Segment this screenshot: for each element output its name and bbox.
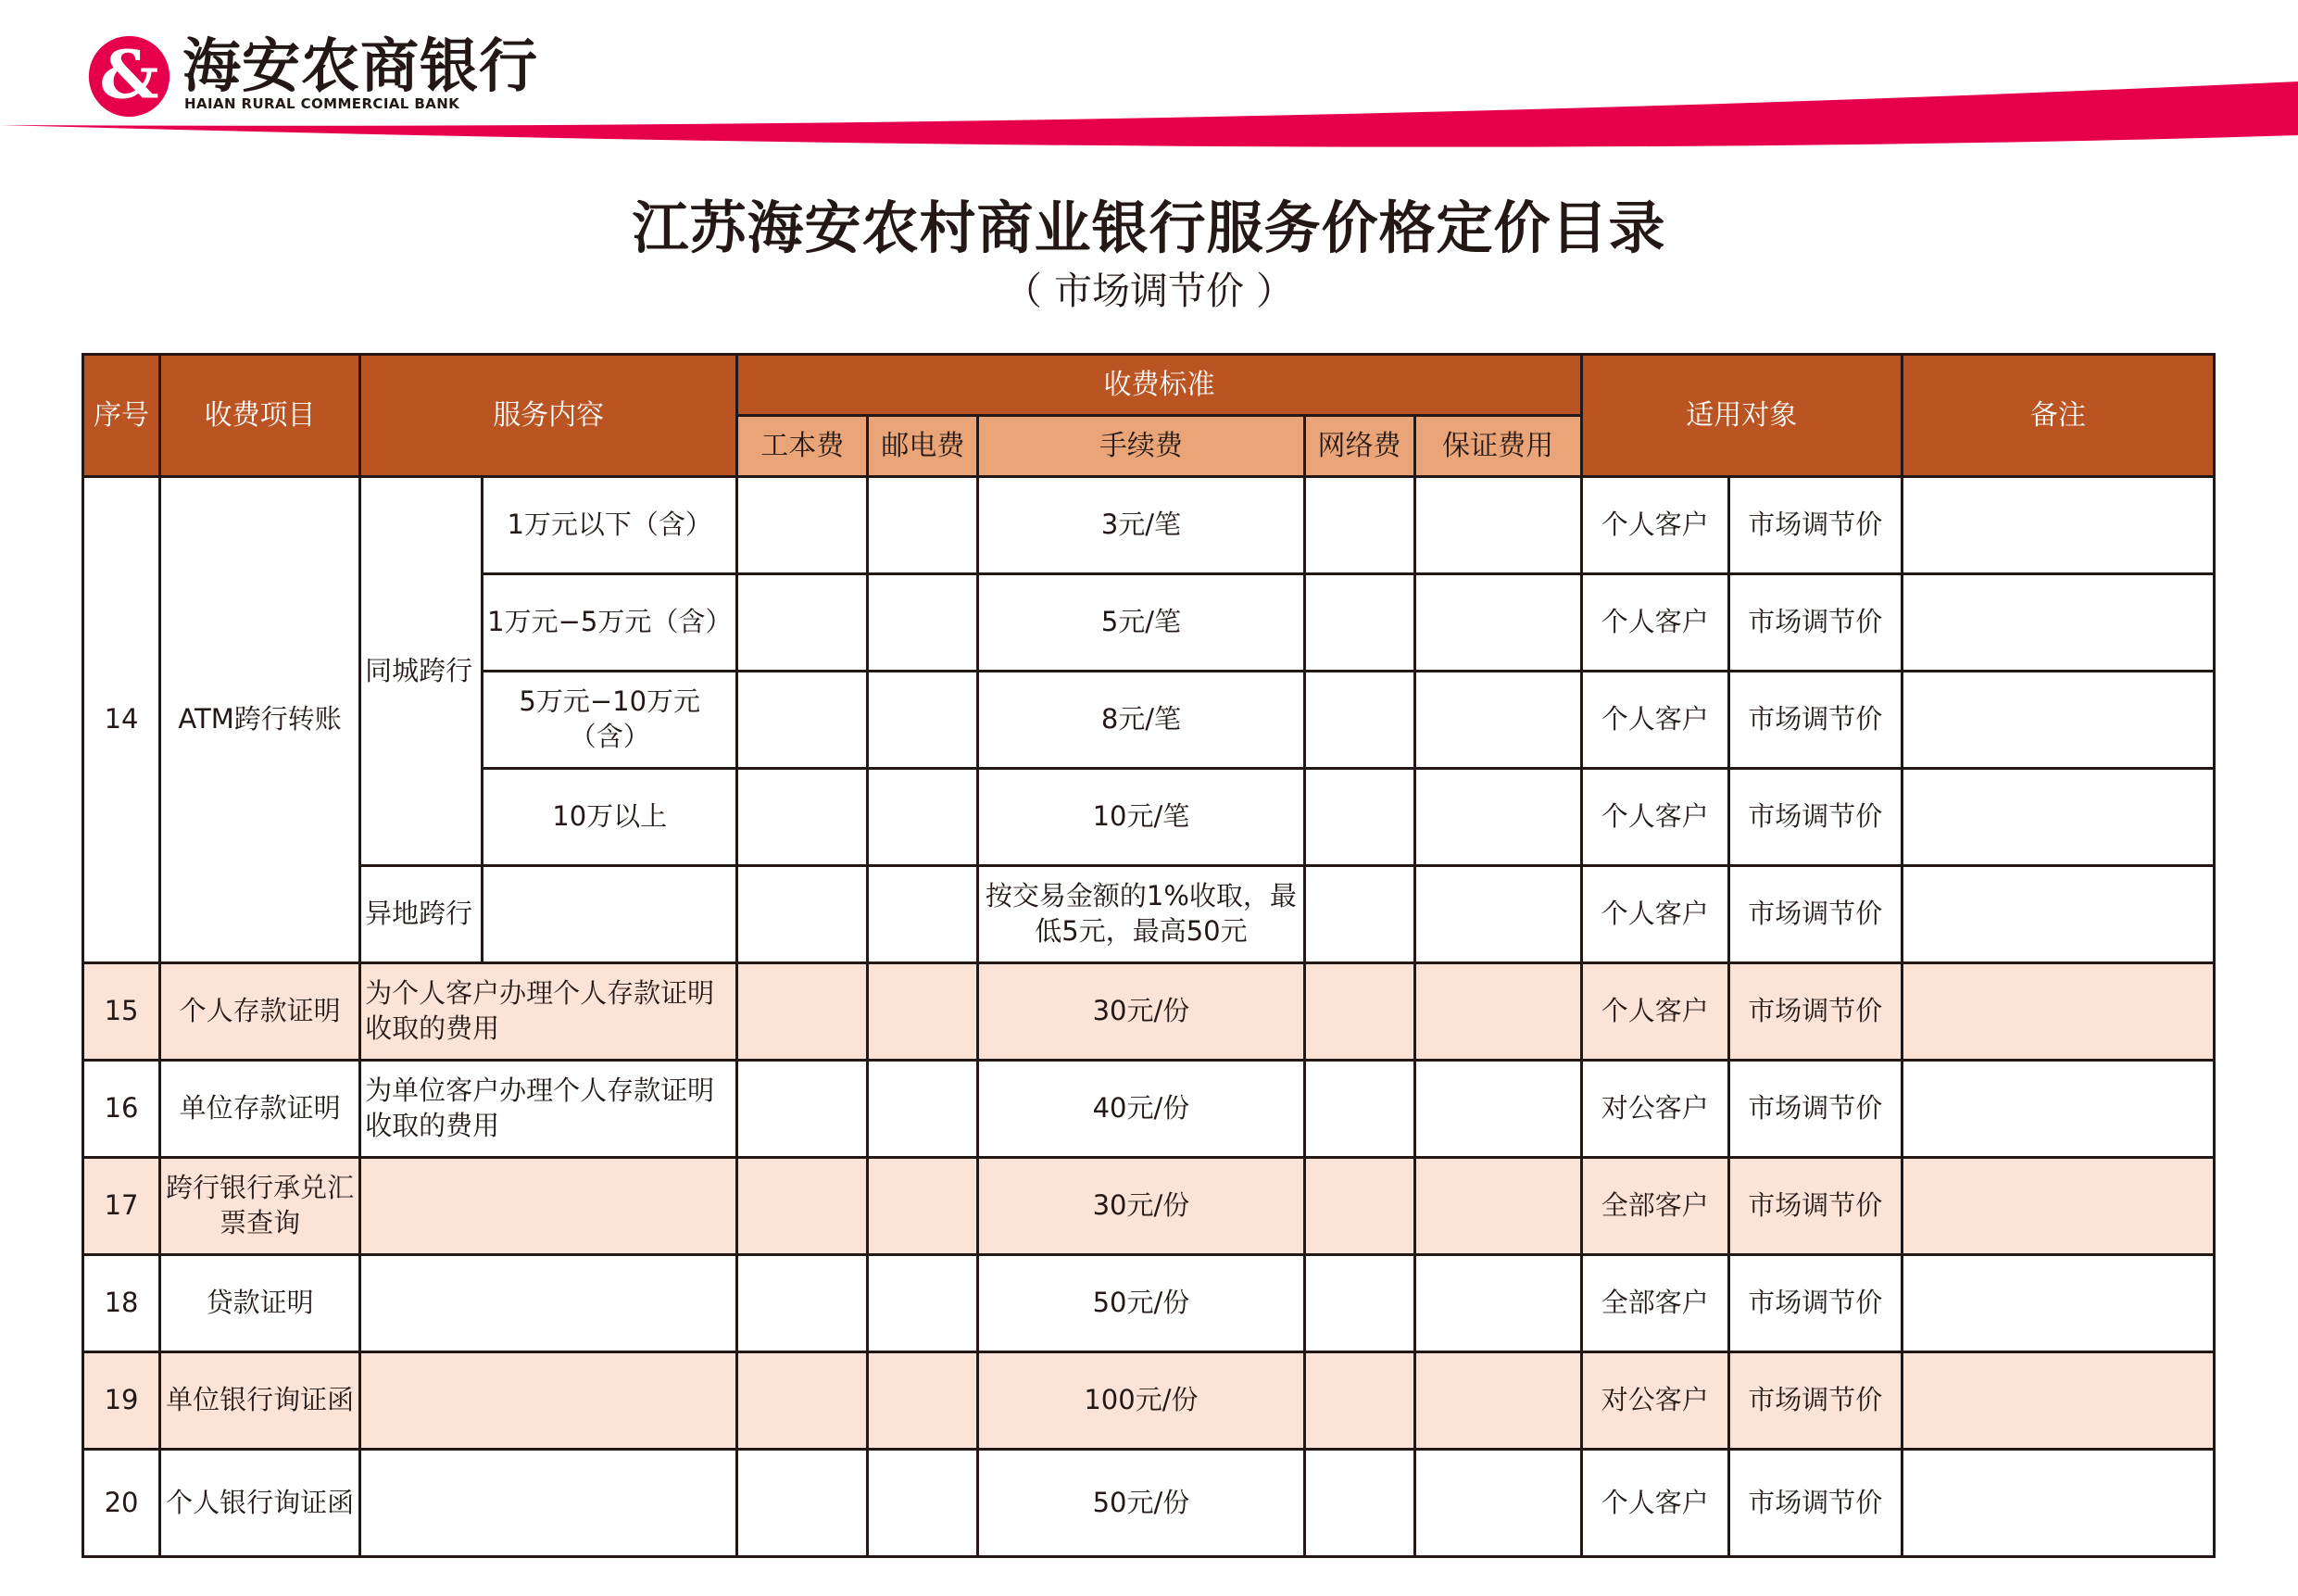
- header-handling: 手续费: [978, 416, 1304, 477]
- row-seq: 18: [83, 1255, 160, 1352]
- row-seq: 19: [83, 1352, 160, 1450]
- cell-postage: [868, 963, 978, 1061]
- table-header-row: [83, 355, 2215, 416]
- row-content: 为个人客户办理个人存款证明收取的费用: [360, 963, 737, 1061]
- cell-remark: [1902, 1450, 2214, 1557]
- cell-remark: [1902, 1352, 2214, 1450]
- cell-postage: [868, 1255, 978, 1352]
- row-subcategory: 同城跨行: [360, 477, 483, 866]
- cell-cost: [737, 1061, 868, 1158]
- cell-guarantee: [1414, 1450, 1581, 1557]
- cell-guarantee: [1414, 1352, 1581, 1450]
- cell-price-type: 市场调节价: [1728, 672, 1902, 769]
- row-seq: 15: [83, 963, 160, 1061]
- cell-handling: 5元/笔: [978, 574, 1304, 672]
- cell-cost: [737, 769, 868, 866]
- cell-handling: 50元/份: [978, 1255, 1304, 1352]
- cell-cost: [737, 1158, 868, 1255]
- cell-guarantee: [1414, 574, 1581, 672]
- cell-cost: [737, 963, 868, 1061]
- header-guarantee: 保证费用: [1414, 416, 1581, 477]
- cell-guarantee: [1414, 769, 1581, 866]
- cell-handling: 10元/笔: [978, 769, 1304, 866]
- bank-name-en: HAIAN RURAL COMMERCIAL BANK: [184, 95, 460, 112]
- row-content: [360, 1352, 737, 1450]
- cell-target: 个人客户: [1581, 477, 1728, 574]
- cell-network: [1304, 672, 1414, 769]
- row-amount-range: 10万以上: [483, 769, 737, 866]
- header-applicable: 适用对象: [1581, 355, 1902, 477]
- table-row: [83, 1158, 2215, 1255]
- cell-handling: 30元/份: [978, 963, 1304, 1061]
- cell-price-type: 市场调节价: [1728, 574, 1902, 672]
- cell-target: 个人客户: [1581, 963, 1728, 1061]
- price-table: [82, 353, 2216, 1558]
- cell-price-type: 市场调节价: [1728, 477, 1902, 574]
- cell-cost: [737, 1450, 868, 1557]
- row-content: 为单位客户办理个人存款证明收取的费用: [360, 1061, 737, 1158]
- cell-network: [1304, 1255, 1414, 1352]
- cell-target: 全部客户: [1581, 1158, 1728, 1255]
- cell-handling: 8元/笔: [978, 672, 1304, 769]
- cell-remark: [1902, 1158, 2214, 1255]
- row-content: [360, 1158, 737, 1255]
- cell-postage: [868, 574, 978, 672]
- cell-remark: [1902, 477, 2214, 574]
- row-item: ATM跨行转账: [160, 477, 360, 963]
- header-network: 网络费: [1304, 416, 1414, 477]
- cell-postage: [868, 866, 978, 963]
- row-seq: 17: [83, 1158, 160, 1255]
- row-content: [360, 1255, 737, 1352]
- cell-network: [1304, 477, 1414, 574]
- cell-handling: 50元/份: [978, 1450, 1304, 1557]
- cell-price-type: 市场调节价: [1728, 1158, 1902, 1255]
- row-item: 跨行银行承兑汇票查询: [160, 1158, 360, 1255]
- row-amount-range: 1万元以下（含）: [483, 477, 737, 574]
- table-row: [83, 866, 2215, 963]
- table-row: [83, 1352, 2215, 1450]
- cell-cost: [737, 1352, 868, 1450]
- cell-handling: 按交易金额的1%收取，最低5元，最高50元: [978, 866, 1304, 963]
- cell-postage: [868, 769, 978, 866]
- cell-network: [1304, 769, 1414, 866]
- cell-remark: [1902, 1255, 2214, 1352]
- cell-remark: [1902, 866, 2214, 963]
- cell-network: [1304, 1061, 1414, 1158]
- header-remark: 备注: [1902, 355, 2214, 477]
- cell-price-type: 市场调节价: [1728, 1352, 1902, 1450]
- header-seq: 序号: [83, 355, 160, 477]
- row-subcategory: 异地跨行: [360, 866, 483, 963]
- cell-price-type: 市场调节价: [1728, 1255, 1902, 1352]
- cell-remark: [1902, 1061, 2214, 1158]
- row-item: 单位存款证明: [160, 1061, 360, 1158]
- cell-network: [1304, 1352, 1414, 1450]
- row-amount-range: [483, 866, 737, 963]
- cell-guarantee: [1414, 963, 1581, 1061]
- cell-postage: [868, 1061, 978, 1158]
- cell-cost: [737, 574, 868, 672]
- cell-handling: 100元/份: [978, 1352, 1304, 1450]
- cell-price-type: 市场调节价: [1728, 1061, 1902, 1158]
- cell-target: 对公客户: [1581, 1061, 1728, 1158]
- header-fee-standard: 收费标准: [737, 355, 1581, 416]
- cell-handling: 40元/份: [978, 1061, 1304, 1158]
- cell-network: [1304, 1158, 1414, 1255]
- cell-handling: 30元/份: [978, 1158, 1304, 1255]
- row-seq: 16: [83, 1061, 160, 1158]
- table-row: [83, 1061, 2215, 1158]
- header-item: 收费项目: [160, 355, 360, 477]
- table-row: [83, 963, 2215, 1061]
- cell-cost: [737, 866, 868, 963]
- header-postage: 邮电费: [868, 416, 978, 477]
- cell-guarantee: [1414, 1061, 1581, 1158]
- page-subtitle: （ 市场调节价 ）: [1003, 269, 1295, 313]
- header-content: 服务内容: [360, 355, 737, 477]
- cell-postage: [868, 1158, 978, 1255]
- bank-name-cn: 海安农商银行: [182, 32, 538, 100]
- cell-postage: [868, 672, 978, 769]
- cell-cost: [737, 477, 868, 574]
- cell-postage: [868, 477, 978, 574]
- row-item: 个人银行询证函: [160, 1450, 360, 1557]
- cell-target: 对公客户: [1581, 1352, 1728, 1450]
- cell-guarantee: [1414, 672, 1581, 769]
- cell-target: 个人客户: [1581, 574, 1728, 672]
- cell-price-type: 市场调节价: [1728, 1450, 1902, 1557]
- cell-price-type: 市场调节价: [1728, 963, 1902, 1061]
- row-item: 个人存款证明: [160, 963, 360, 1061]
- cell-network: [1304, 574, 1414, 672]
- row-item: 贷款证明: [160, 1255, 360, 1352]
- cell-postage: [868, 1450, 978, 1557]
- cell-remark: [1902, 672, 2214, 769]
- header-cost: 工本费: [737, 416, 868, 477]
- cell-postage: [868, 1352, 978, 1450]
- cell-guarantee: [1414, 1158, 1581, 1255]
- cell-network: [1304, 1450, 1414, 1557]
- svg-text:&: &: [99, 35, 159, 114]
- cell-target: 个人客户: [1581, 1450, 1728, 1557]
- cell-price-type: 市场调节价: [1728, 769, 1902, 866]
- header-swoosh: [0, 74, 2298, 167]
- row-content: [360, 1450, 737, 1557]
- cell-target: 个人客户: [1581, 769, 1728, 866]
- cell-price-type: 市场调节价: [1728, 866, 1902, 963]
- row-item: 单位银行询证函: [160, 1352, 360, 1450]
- row-seq: 14: [83, 477, 160, 963]
- cell-cost: [737, 1255, 868, 1352]
- row-amount-range: 5万元−10万元（含）: [483, 672, 737, 769]
- table-row: [83, 1255, 2215, 1352]
- cell-handling: 3元/笔: [978, 477, 1304, 574]
- row-seq: 20: [83, 1450, 160, 1557]
- cell-target: 个人客户: [1581, 866, 1728, 963]
- cell-remark: [1902, 574, 2214, 672]
- row-amount-range: 1万元−5万元（含）: [483, 574, 737, 672]
- cell-network: [1304, 963, 1414, 1061]
- cell-target: 个人客户: [1581, 672, 1728, 769]
- page-title: 江苏海安农村商业银行服务价格定价目录: [632, 195, 1666, 261]
- cell-network: [1304, 866, 1414, 963]
- cell-remark: [1902, 769, 2214, 866]
- table-row: [83, 477, 2215, 574]
- cell-guarantee: [1414, 866, 1581, 963]
- cell-guarantee: [1414, 1255, 1581, 1352]
- cell-cost: [737, 672, 868, 769]
- cell-target: 全部客户: [1581, 1255, 1728, 1352]
- table-row: [83, 1450, 2215, 1557]
- cell-guarantee: [1414, 477, 1581, 574]
- cell-remark: [1902, 963, 2214, 1061]
